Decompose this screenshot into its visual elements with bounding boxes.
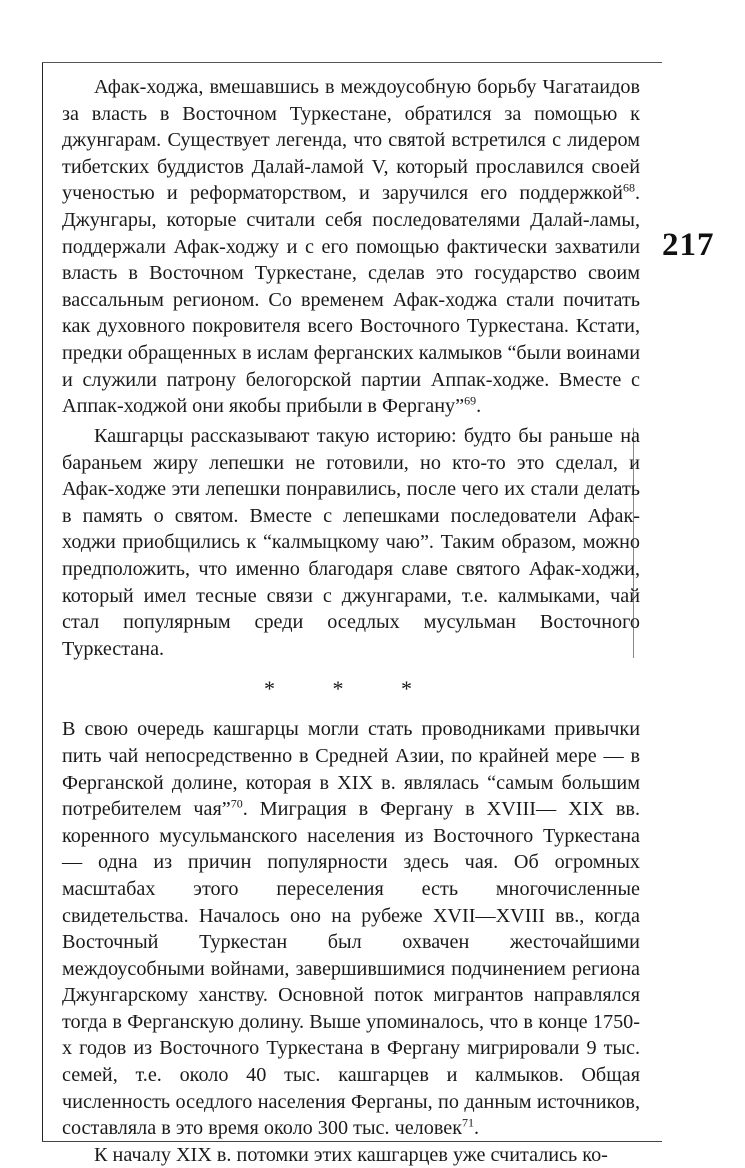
paragraph-text-cont: . Джунгары, которые считали себя последователями Далай-ламы, поддержали Афак-ходжу и с его помощью фактически захватили власть в Восточном Туркестане, сделав это государство своим вассальным регионом. Со временем Афак-ходжа стали почитать как духовного покровителя всего Восточного Туркестана. Кстати, предки обращенных в ислам ферганских калмыков “были воинами и служили патрону белогорской партии Аппак-ходже. Вместе с Аппак-ходжой они якобы прибыли в Фергану” bbox=[62, 182, 640, 418]
paragraph-block bbox=[62, 74, 640, 420]
footnote-ref-68: 68 bbox=[622, 180, 635, 195]
section-separator: * * * bbox=[264, 676, 438, 702]
paragraph-text: Афак-ходжа, вмешавшись в междоусобную борьбу Чагатаидов за власть в Восточном Туркестане, обратился за помощью к джунгарам. Существует легенда, что святой встретился с лидером тибетских буддистов Далай-ламой V, который прославился своей ученостью и реформаторством, и заручился его поддержкой bbox=[62, 76, 640, 205]
paragraph-kashgar-story bbox=[62, 423, 640, 662]
paragraph-text-end: . bbox=[476, 395, 482, 418]
paragraph-text-end: . bbox=[474, 1117, 480, 1140]
paragraph-text-cont: . Миграция в Фергану в XVIII— XIX вв. коренного мусульманского населения из Восточного Туркестана — одна из причин популярности здесь чая. Об огромных масштабах этого переселения есть многочисленные свидетельства. Началось оно на рубеже XVII—XVIII вв., когда Восточный Туркестан был охвачен жесточайшими междоусобными войнами, завершившимися подчинением региона Джунгарскому ханству. Основной поток мигрантов направлялся тогда в Ферганскую долину. Выше упоминалось, что в конце 1750-х годов из Восточного Туркестана в Фергану мигрировали 9 тыс. семей, т.е. около 40 тыс. кашгарцев и калмыков. Общая численность оседлого населения Ферганы, по данным источников, составляла в это время около 300 тыс. человек bbox=[62, 798, 641, 1140]
paragraph-19th-century bbox=[62, 1142, 640, 1168]
paragraph-text: Кашгарцы рассказывают такую историю: будто бы раньше на бараньем жиру лепешки не готовили, но кто-то это сделал, и Афак-ходже эти лепешки понравились, после чего их стали делать в память о святом. Вместе с лепешками последователи Афак-ходжи приобщились к “калмыцкому чаю”. Таким образом, можно предположить, что именно благодаря славе святого Афак-ходжи, который имел тесные связи с джунгарами, т.е. калмыками, чай стал популярным среди оседлых мусульман Восточного Туркестана. bbox=[62, 425, 640, 660]
page-frame-left-rule bbox=[42, 62, 43, 1142]
text-column bbox=[62, 74, 640, 1168]
paragraph-text: В свою очередь кашгарцы могли стать проводниками привычки пить чай непосредственно в Средней Азии, по крайней мере — в Ферганской долине, которая в XIX в. являлась “самым большим потребителем чая” bbox=[62, 718, 640, 821]
footnote-ref-70: 70 bbox=[230, 796, 243, 811]
footnote-ref-69: 69 bbox=[464, 393, 477, 408]
page-frame-top-rule bbox=[42, 62, 662, 63]
paragraph-text: К началу XIX в. потомки этих кашгарцев уже считались ко- bbox=[94, 1143, 608, 1166]
paragraph-afak-khoja bbox=[62, 74, 640, 420]
footnote-ref-71: 71 bbox=[462, 1115, 475, 1130]
paragraph-fergana-migration bbox=[62, 716, 640, 1142]
page-number: 217 bbox=[662, 227, 715, 263]
